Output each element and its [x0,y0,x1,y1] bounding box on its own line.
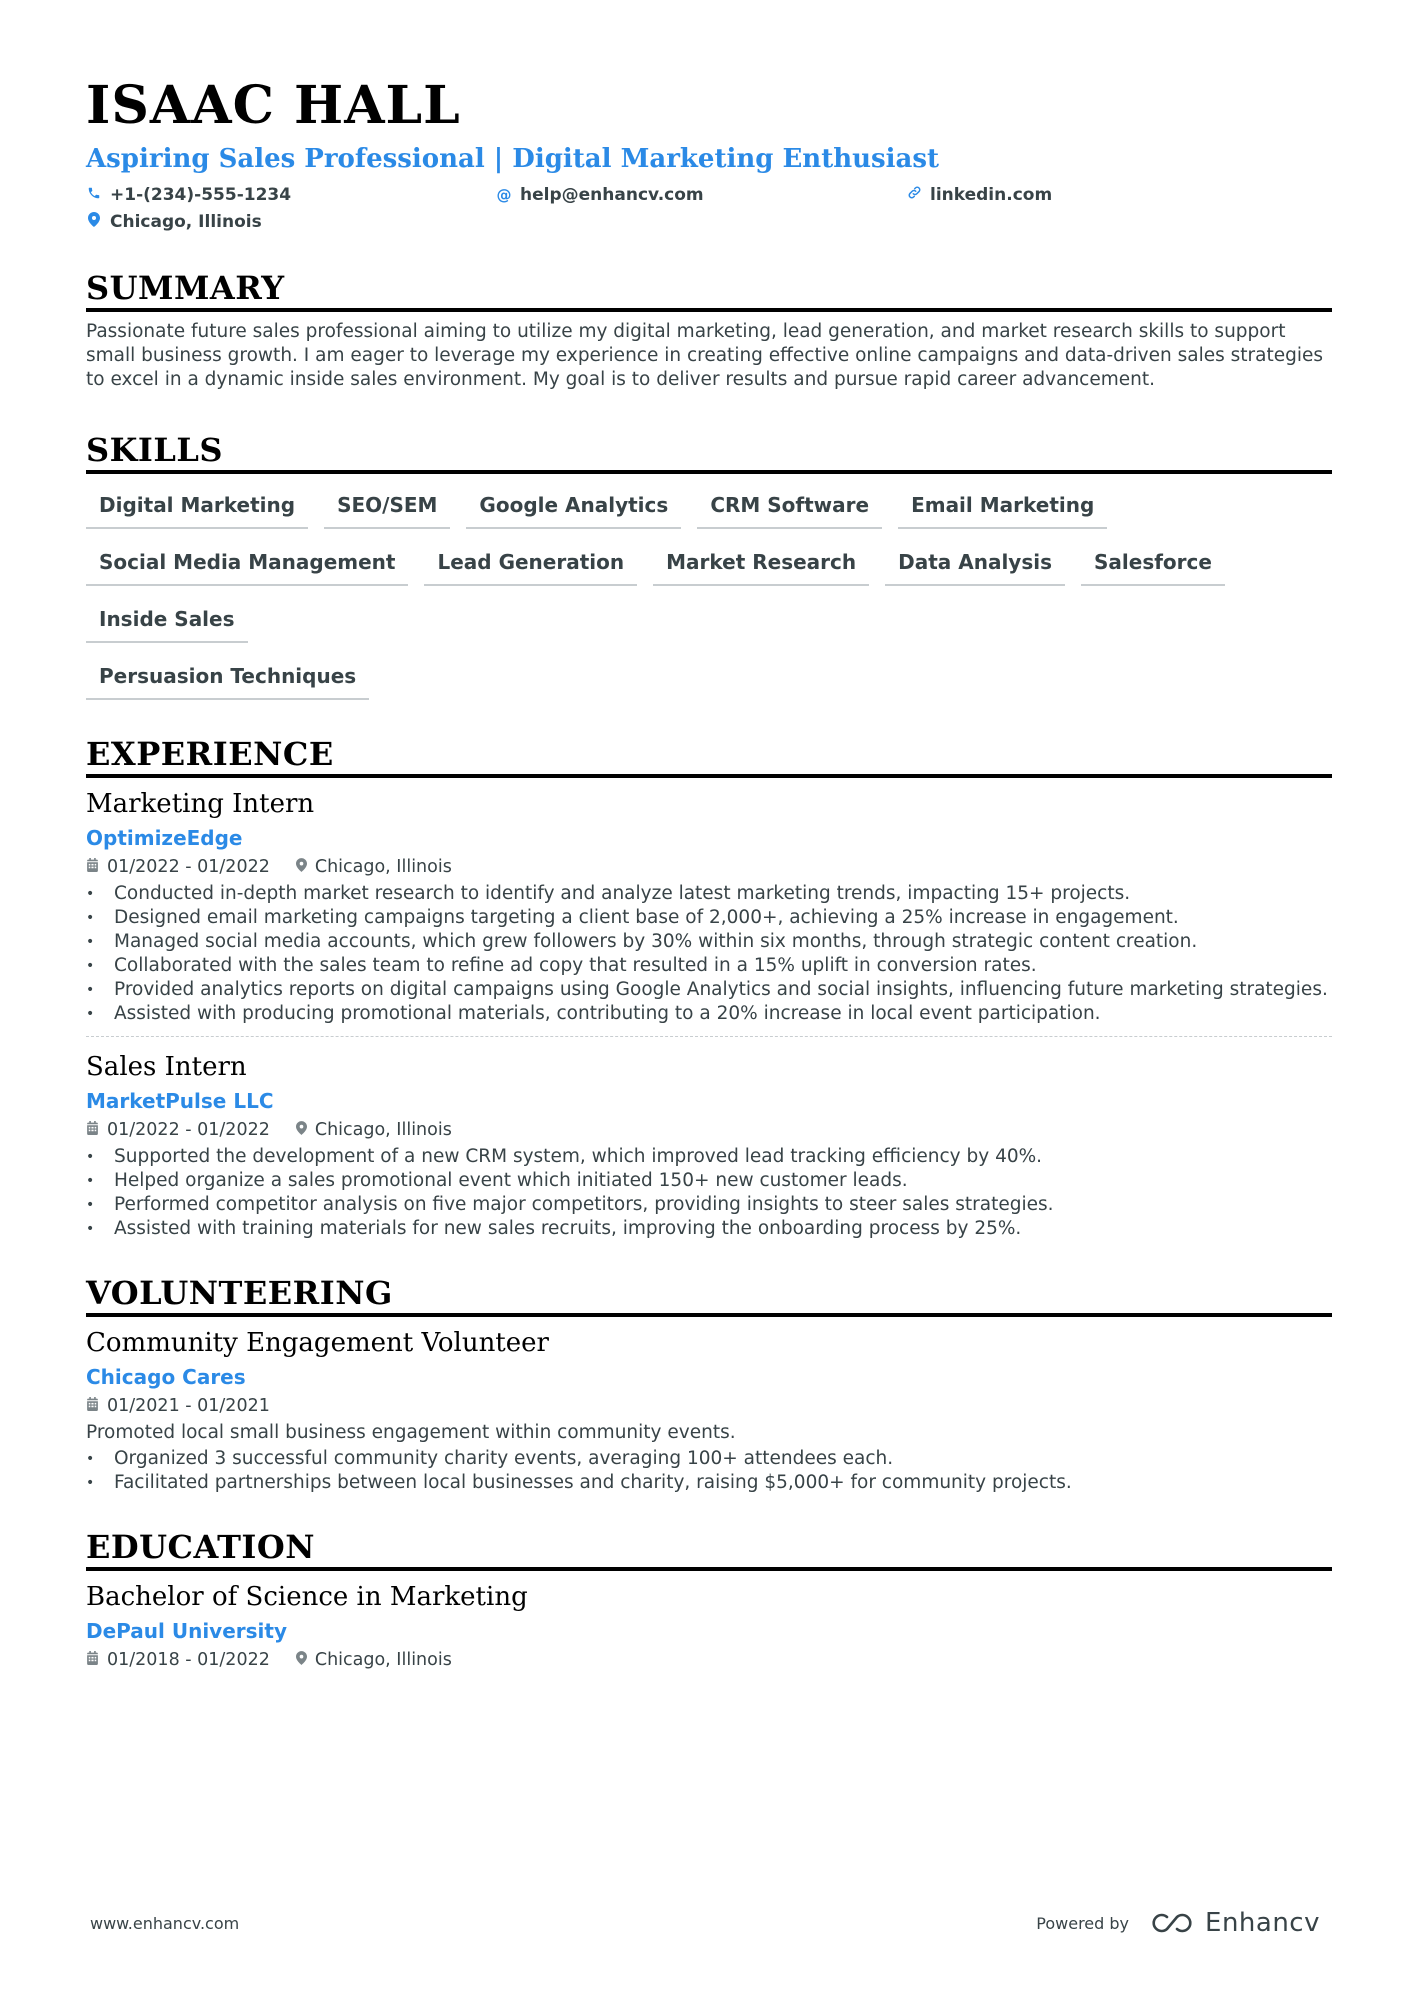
calendar-icon [86,1647,99,1673]
volunteering-section [86,1273,1332,1495]
entry-location: Chicago, Illinois [314,857,452,877]
linkedin-text[interactable]: linkedin.com [930,185,1053,205]
contact-email[interactable] [496,182,906,209]
volunteering-entry [86,1325,1332,1495]
skill-tag: Email Marketing [898,486,1107,529]
skill-tag: SEO/SEM [324,486,450,529]
skill-tag: Inside Sales [86,600,248,643]
experience-section [86,734,1332,1241]
company-name[interactable]: OptimizeEdge [86,826,243,850]
list-item: • Collaborated with the sales team to refine ad copy that resulted in a 15% uplift in conversion rates. [86,954,1332,978]
company-name[interactable]: MarketPulse LLC [86,1089,274,1113]
skill-tag: Lead Generation [424,543,637,586]
school-name[interactable]: DePaul University [86,1619,287,1643]
list-item: • Conducted in-depth market research to identify and analyze latest marketing trends, impacting 15+ projects. [86,882,1332,906]
contact-phone [86,182,496,209]
powered-by-label: Powered by [1036,1913,1130,1933]
education-entry [86,1579,1332,1673]
summary-title: SUMMARY [86,268,1332,312]
enhancv-logo-icon [1149,1911,1195,1935]
achievement-list [86,882,1332,1026]
skill-tag: Data Analysis [885,543,1065,586]
entry-dates: 01/2022 - 01/2022 [107,857,270,877]
enhancv-logo[interactable] [1149,1908,1320,1938]
list-item: • Assisted with producing promotional materials, contributing to a 20% increase in local event participation. [86,1002,1332,1026]
summary-section [86,268,1332,392]
list-item: • Facilitated partnerships between local businesses and charity, raising $5,000+ for community projects. [86,1471,1332,1495]
volunteer-description: Promoted local small business engagement within community events. [86,1422,736,1443]
location-pin-icon [296,1647,307,1673]
skills-list [86,486,1332,714]
skill-tag: Market Research [653,543,869,586]
entry-meta [86,1393,1332,1419]
contact-linkedin[interactable] [906,182,1316,209]
entry-dates: 01/2021 - 01/2021 [107,1396,270,1416]
skill-tag: Digital Marketing [86,486,308,529]
calendar-icon [86,1393,99,1419]
location-text: Chicago, Illinois [110,212,262,232]
skill-tag: Social Media Management [86,543,408,586]
job-title: Marketing Intern [86,789,315,819]
candidate-name: ISAAC HALL [86,75,461,136]
calendar-icon [86,854,99,880]
skill-tag: Salesforce [1081,543,1225,586]
contact-info [86,182,1332,236]
volunteering-title: VOLUNTEERING [86,1273,1332,1317]
location-pin-icon [86,209,102,236]
list-item: • Supported the development of a new CRM system, which improved lead tracking efficiency by 40%. [86,1145,1332,1169]
entry-dates: 01/2022 - 01/2022 [107,1120,270,1140]
skill-tag: CRM Software [697,486,882,529]
list-item: • Performed competitor analysis on five major competitors, providing insights to steer sales strategies. [86,1193,1332,1217]
education-title: EDUCATION [86,1527,1332,1571]
link-icon [906,182,922,209]
candidate-headline: Aspiring Sales Professional | Digital Marketing Enthusiast [86,144,940,174]
education-section [86,1527,1332,1673]
list-item: • Helped organize a sales promotional event which initiated 150+ new customer leads. [86,1169,1332,1193]
job-title: Sales Intern [86,1052,247,1082]
list-item: • Assisted with training materials for new sales recruits, improving the onboarding process by 25%. [86,1217,1332,1241]
phone-icon [86,182,102,209]
entry-location: Chicago, Illinois [314,1650,452,1670]
summary-text: Passionate future sales professional aiming to utilize my digital marketing, lead generation, and market research skills to support small business growth. I am eager to leverage my experience in creating effective online campaigns and data-driven sales strategies to excel in a dynamic inside sales environment. My goal is to deliver results and pursue rapid career advancement. [86,321,1323,390]
at-icon: @ [496,186,512,204]
footer-website-link[interactable]: www.enhancv.com [90,1913,240,1933]
entry-dates: 01/2018 - 01/2022 [107,1650,270,1670]
list-item: • Managed social media accounts, which grew followers by 30% within six months, through strategic content creation. [86,930,1332,954]
achievement-list [86,1145,1332,1241]
volunteer-role: Community Engagement Volunteer [86,1328,549,1358]
location-pin-icon [296,1117,307,1143]
experience-entry [86,1036,1332,1241]
email-text[interactable]: help@enhancv.com [520,185,704,205]
skills-section [86,430,1332,714]
organization-name[interactable]: Chicago Cares [86,1365,246,1389]
page-footer [90,1908,1320,1938]
experience-title: EXPERIENCE [86,734,1332,778]
entry-meta [86,1117,1332,1143]
location-pin-icon [296,854,307,880]
resume-page [86,76,1332,1673]
degree-title: Bachelor of Science in Marketing [86,1582,528,1612]
brand-name: Enhancv [1205,1908,1320,1938]
calendar-icon [86,1117,99,1143]
contact-location [86,209,496,236]
list-item: • Provided analytics reports on digital campaigns using Google Analytics and social insights, influencing future marketing strategies. [86,978,1332,1002]
phone-text: +1-(234)-555-1234 [110,185,292,205]
entry-location: Chicago, Illinois [314,1120,452,1140]
experience-entry [86,786,1332,1026]
achievement-list [86,1447,1332,1495]
skill-tag: Google Analytics [466,486,681,529]
list-item: • Designed email marketing campaigns targeting a client base of 2,000+, achieving a 25% increase in engagement. [86,906,1332,930]
entry-meta [86,1647,1332,1673]
resume-header [86,76,1332,236]
skills-title: SKILLS [86,430,1332,474]
skill-tag: Persuasion Techniques [86,657,369,700]
list-item: • Organized 3 successful community charity events, averaging 100+ attendees each. [86,1447,1332,1471]
entry-meta [86,854,1332,880]
